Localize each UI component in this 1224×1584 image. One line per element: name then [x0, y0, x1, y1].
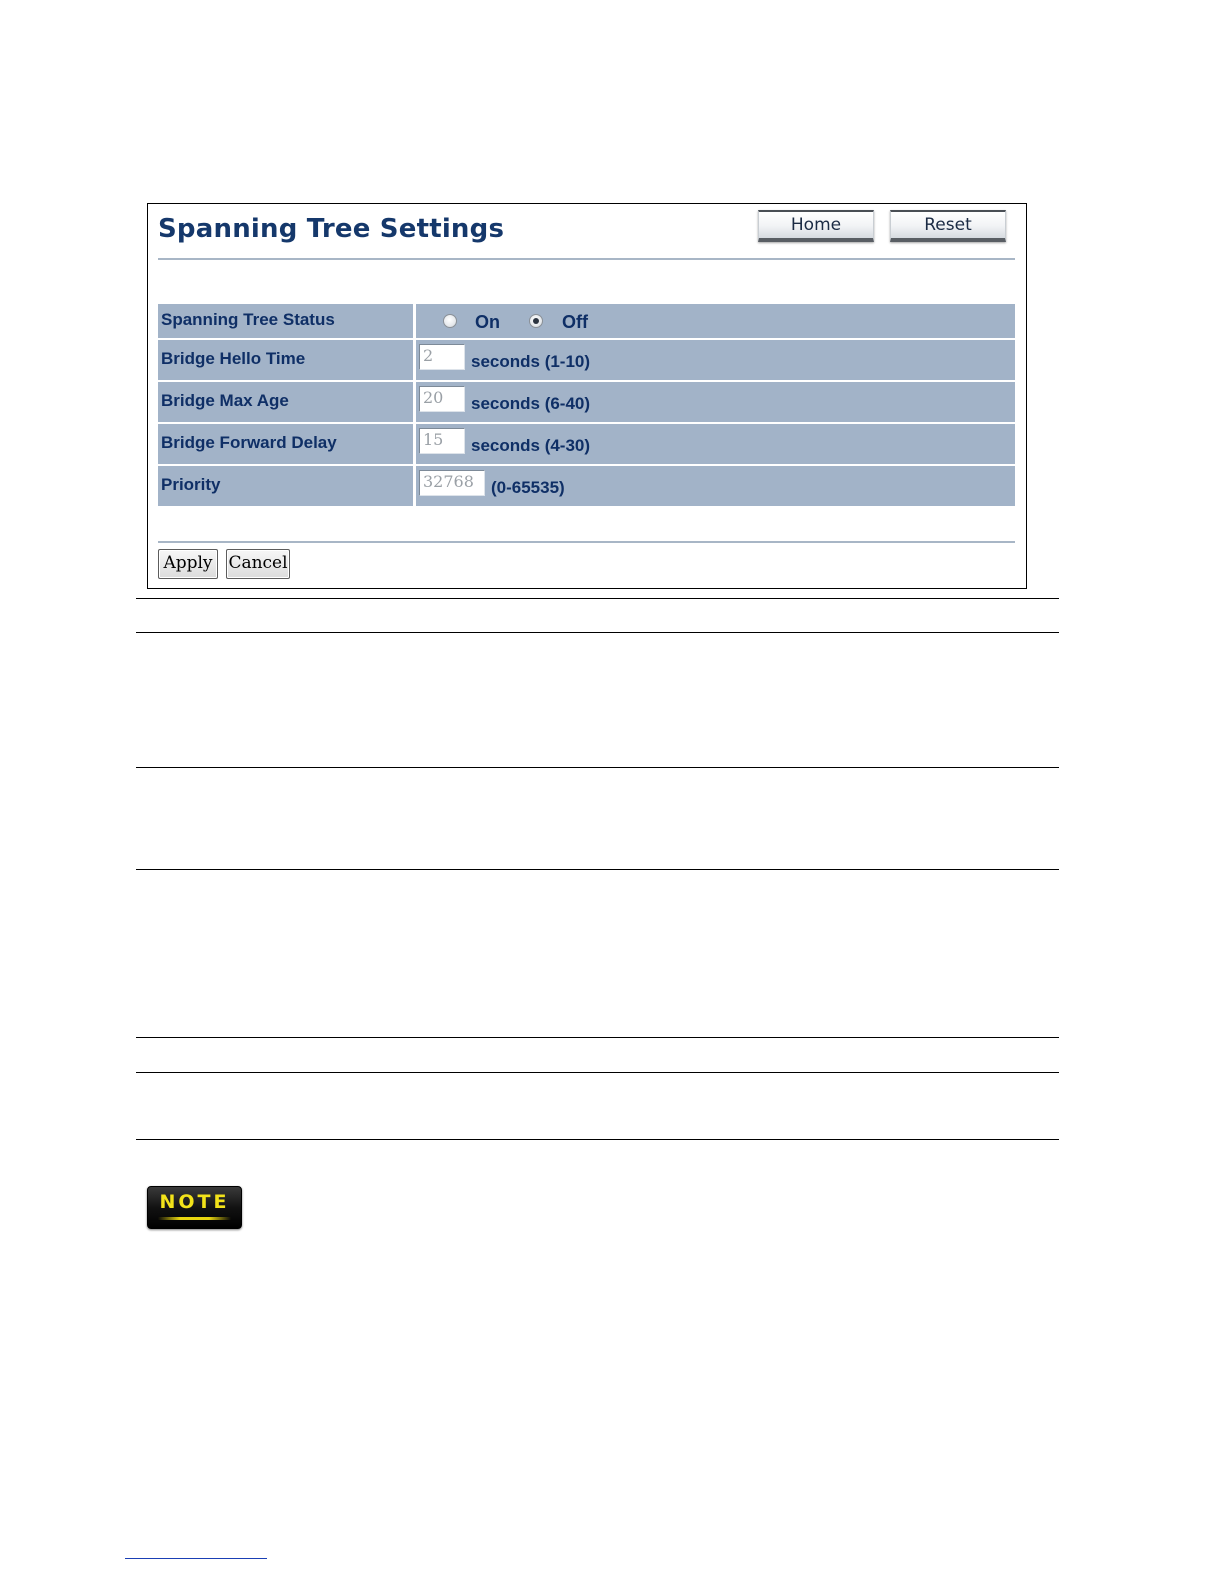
priority-input[interactable]: 32768 [419, 470, 485, 496]
hello-time-row [158, 340, 1015, 380]
status-value-cell [416, 304, 1015, 338]
table-rule [136, 632, 1059, 633]
max-age-value-cell [416, 382, 1015, 422]
hello-time-unit: seconds (1-10) [471, 352, 591, 371]
max-age-input[interactable]: 20 [419, 386, 465, 412]
note-underline [158, 1217, 231, 1220]
reset-button[interactable]: Reset [890, 210, 1006, 242]
note-icon [147, 1186, 242, 1229]
hello-time-value-cell [416, 340, 1015, 380]
footer-link-underline [125, 1558, 267, 1559]
forward-delay-value-cell [416, 424, 1015, 464]
max-age-row [158, 382, 1015, 422]
forward-delay-label: Bridge Forward Delay [158, 424, 413, 464]
table-rule [136, 869, 1059, 870]
forward-delay-input[interactable]: 15 [419, 428, 465, 454]
status-row [158, 304, 1015, 338]
status-off-radio[interactable] [529, 314, 543, 328]
table-rule [136, 598, 1059, 599]
status-off-label[interactable]: Off [562, 312, 588, 332]
table-rule [136, 1139, 1059, 1140]
home-button[interactable]: Home [758, 210, 874, 242]
priority-row [158, 466, 1015, 506]
hello-time-input[interactable]: 2 [419, 344, 465, 370]
priority-unit: (0-65535) [491, 478, 565, 497]
status-on-radio[interactable] [443, 314, 457, 328]
forward-delay-row [158, 424, 1015, 464]
max-age-label: Bridge Max Age [158, 382, 413, 422]
cancel-button[interactable]: Cancel [226, 549, 290, 579]
status-on-label[interactable]: On [475, 312, 500, 332]
table-rule [136, 1072, 1059, 1073]
priority-value-cell [416, 466, 1015, 506]
footer-divider [158, 541, 1015, 543]
header-divider [158, 258, 1015, 260]
status-label: Spanning Tree Status [158, 304, 413, 338]
priority-label: Priority [158, 466, 413, 506]
page-title: Spanning Tree Settings [158, 214, 505, 244]
apply-button[interactable]: Apply [158, 549, 218, 579]
note-badge-text: NOTE [159, 1191, 230, 1213]
spanning-tree-panel [147, 203, 1027, 589]
table-rule [136, 767, 1059, 768]
hello-time-label: Bridge Hello Time [158, 340, 413, 380]
table-rule [136, 1037, 1059, 1038]
forward-delay-unit: seconds (4-30) [471, 436, 591, 455]
max-age-unit: seconds (6-40) [471, 394, 591, 413]
